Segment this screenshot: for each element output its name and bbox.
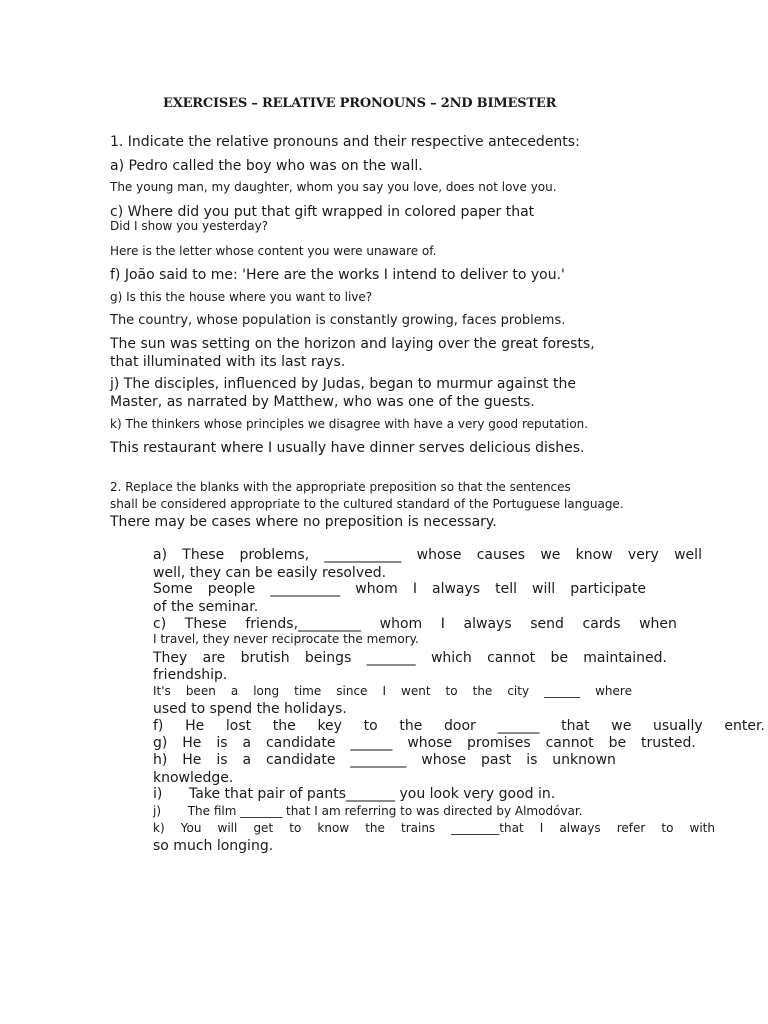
exercise-item-b-cont: of the seminar. xyxy=(153,599,259,615)
exercise-item-d-cont: friendship. xyxy=(153,667,228,683)
word: beings xyxy=(304,650,352,666)
exercise-item-a xyxy=(153,547,702,563)
word: ______ xyxy=(497,718,540,734)
word: since xyxy=(336,684,368,698)
word: people xyxy=(207,581,256,597)
word: _______ xyxy=(366,650,416,666)
word: He xyxy=(182,735,202,751)
word: I xyxy=(539,821,544,835)
word: the xyxy=(399,718,423,734)
word: ________ xyxy=(350,752,407,768)
word: h) xyxy=(153,752,168,768)
word: f) xyxy=(153,718,164,734)
section1-heading: 1. Indicate the relative pronouns and their respective antecedents: xyxy=(110,134,580,150)
section2-heading: There may be cases where no preposition is necessary. xyxy=(110,514,497,530)
word: be xyxy=(550,650,568,666)
word: ___________ xyxy=(324,547,402,563)
exercise-line: k) The thinkers whose principles we disagree with have a very good reputation. xyxy=(110,417,589,431)
exercise-item-g xyxy=(153,735,696,751)
word: whose xyxy=(416,547,462,563)
word: ______ xyxy=(350,735,393,751)
exercise-item-j: j) The film _______ that I am referring to was directed by Almodóvar. xyxy=(153,804,583,818)
word: whose xyxy=(421,752,467,768)
word: the xyxy=(365,821,385,835)
word: time xyxy=(294,684,322,698)
word: past xyxy=(481,752,512,768)
exercise-line: The young man, my daughter, whom you say you love, does not love you. xyxy=(110,180,557,194)
word: a xyxy=(242,752,252,768)
word: to xyxy=(661,821,674,835)
word: candidate xyxy=(265,752,336,768)
word: I xyxy=(382,684,386,698)
section2-heading: 2. Replace the blanks with the appropriate preposition so that the sentences xyxy=(110,480,571,494)
word: the xyxy=(272,718,296,734)
word: when xyxy=(639,616,677,632)
exercise-item-a-cont: well, they can be easily resolved. xyxy=(153,565,387,581)
word: will xyxy=(532,581,556,597)
word: g) xyxy=(153,735,168,751)
word: ______ xyxy=(544,684,581,698)
word: ________that xyxy=(451,821,524,835)
exercise-line: f) João said to me: 'Here are the works I intend to deliver to you.' xyxy=(110,267,565,283)
word: went xyxy=(401,684,431,698)
word: Some xyxy=(153,581,193,597)
word: to xyxy=(445,684,458,698)
exercise-item-e xyxy=(153,684,632,698)
word: lost xyxy=(225,718,252,734)
word: which xyxy=(430,650,472,666)
word: whom xyxy=(355,581,398,597)
word: k) xyxy=(153,821,165,835)
word: candidate xyxy=(265,735,336,751)
word: problems, xyxy=(239,547,310,563)
word: promises xyxy=(467,735,531,751)
word: __________ xyxy=(270,581,341,597)
word: send xyxy=(530,616,564,632)
exercise-item-b xyxy=(153,581,646,597)
exercise-line: This restaurant where I usually have dinner serves delicious dishes. xyxy=(110,440,585,456)
page-title: EXERCISES – RELATIVE PRONOUNS – 2ND BIMESTER xyxy=(163,96,557,111)
word: maintained. xyxy=(583,650,667,666)
word: friends,_________ xyxy=(245,616,362,632)
word: is xyxy=(526,752,538,768)
word: we xyxy=(540,547,561,563)
word: You xyxy=(180,821,202,835)
word: whose xyxy=(407,735,453,751)
word: to xyxy=(363,718,378,734)
word: is xyxy=(216,735,228,751)
word: These xyxy=(184,616,227,632)
word: long xyxy=(253,684,280,698)
word: the xyxy=(472,684,493,698)
exercise-line: j) The disciples, influenced by Judas, began to murmur against the xyxy=(110,376,576,392)
word: we xyxy=(611,718,632,734)
word: a xyxy=(230,684,239,698)
word: He xyxy=(185,718,205,734)
word: a) xyxy=(153,547,168,563)
word: brutish xyxy=(240,650,290,666)
word: are xyxy=(202,650,226,666)
exercise-item-d xyxy=(153,650,667,666)
exercise-line: Did I show you yesterday? xyxy=(110,219,269,233)
exercise-item-h xyxy=(153,752,616,768)
exercise-line: The country, whose population is constantly growing, faces problems. xyxy=(110,313,566,328)
word: very xyxy=(627,547,659,563)
word: cannot xyxy=(545,735,594,751)
exercise-line: Here is the letter whose content you were unaware of. xyxy=(110,244,437,258)
exercise-item-k xyxy=(153,821,715,835)
exercise-item-f xyxy=(153,718,765,734)
word: always xyxy=(559,821,601,835)
exercise-item-i: i) Take that pair of pants_______ you look very good in. xyxy=(153,786,556,802)
word: to xyxy=(289,821,302,835)
exercise-line: Master, as narrated by Matthew, who was one of the guests. xyxy=(110,394,535,410)
word: always xyxy=(463,616,512,632)
word: causes xyxy=(476,547,526,563)
exercise-item-c-cont: I travel, they never reciprocate the memory. xyxy=(153,632,419,646)
word: trains xyxy=(401,821,436,835)
exercise-item-c xyxy=(153,616,677,632)
word: city xyxy=(507,684,530,698)
word: They xyxy=(153,650,188,666)
word: participate xyxy=(570,581,646,597)
word: well xyxy=(674,547,702,563)
word: will xyxy=(217,821,238,835)
word: I xyxy=(440,616,445,632)
word: unknown xyxy=(552,752,616,768)
word: know xyxy=(317,821,350,835)
word: He xyxy=(182,752,202,768)
exercise-line: The sun was setting on the horizon and laying over the great forests, xyxy=(110,336,595,352)
exercise-item-k-cont: so much longing. xyxy=(153,838,274,854)
word: I xyxy=(412,581,417,597)
word: enter. xyxy=(724,718,765,734)
word: It's xyxy=(153,684,171,698)
exercise-line: c) Where did you put that gift wrapped in colored paper that xyxy=(110,204,535,220)
word: tell xyxy=(495,581,517,597)
word: with xyxy=(689,821,715,835)
section2-heading: shall be considered appropriate to the cultured standard of the Portuguese language. xyxy=(110,497,624,511)
word: These xyxy=(182,547,225,563)
exercise-line: g) Is this the house where you want to live? xyxy=(110,290,373,304)
word: door xyxy=(444,718,476,734)
word: cannot xyxy=(487,650,536,666)
word: always xyxy=(432,581,481,597)
exercise-item-h-cont: knowledge. xyxy=(153,770,234,786)
exercise-line: that illuminated with its last rays. xyxy=(110,354,346,370)
word: is xyxy=(216,752,228,768)
word: been xyxy=(185,684,216,698)
word: know xyxy=(575,547,613,563)
word: be xyxy=(608,735,627,751)
word: where xyxy=(595,684,632,698)
word: a xyxy=(242,735,252,751)
word: whom xyxy=(379,616,423,632)
word: usually xyxy=(653,718,703,734)
word: get xyxy=(253,821,274,835)
exercise-item-e-cont: used to spend the holidays. xyxy=(153,701,347,717)
word: that xyxy=(561,718,590,734)
word: c) xyxy=(153,616,167,632)
word: key xyxy=(317,718,342,734)
word: refer xyxy=(616,821,646,835)
exercise-line: a) Pedro called the boy who was on the wall. xyxy=(110,158,423,174)
word: cards xyxy=(582,616,621,632)
word: trusted. xyxy=(641,735,696,751)
